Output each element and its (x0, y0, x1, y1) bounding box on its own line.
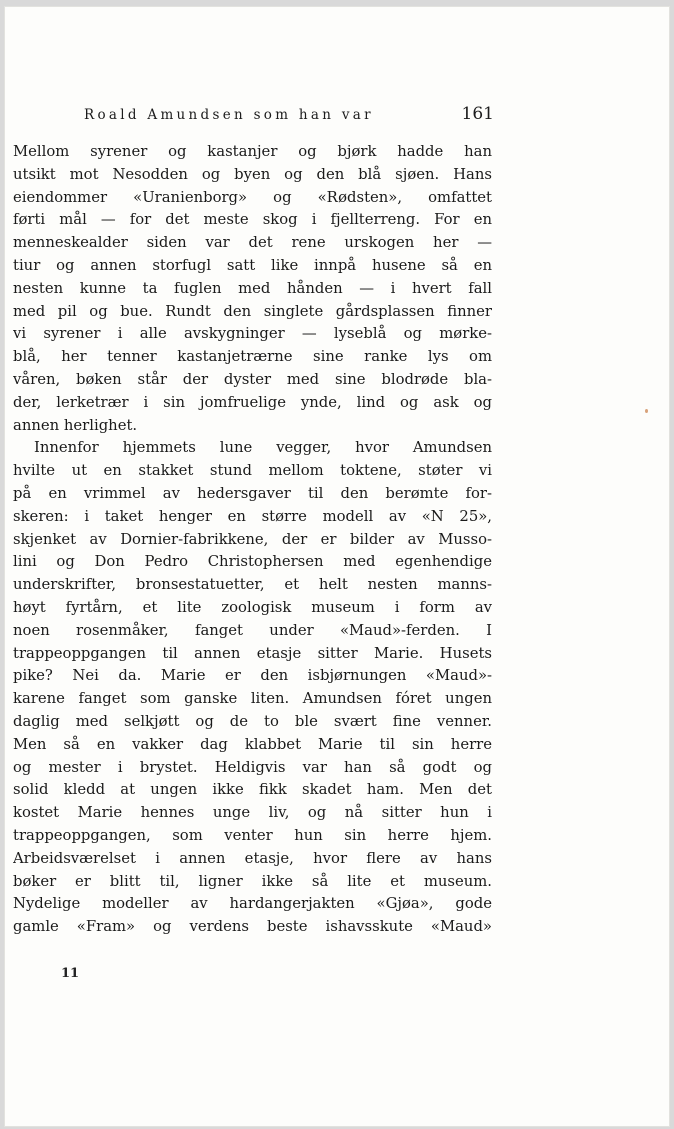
text-line: med pil og bue. Rundt den singlete gårdsplassen finner (13, 302, 492, 320)
signature-mark: 11 (61, 966, 80, 981)
paragraph (13, 141, 492, 437)
text-line: bøker er blitt til, ligner ikke så lite et museum. (13, 872, 492, 890)
text-line: tiur og annen storfugl satt like innpå husene så en (13, 256, 492, 274)
text-line: utsikt mot Nesodden og byen og den blå sjøen. Hans (13, 165, 492, 183)
text-line: eiendommer «Uranienborg» og «Rødsten», omfattet (13, 188, 492, 206)
text-line: vi syrener i alle avskygninger — lyseblå og mørke- (13, 325, 492, 343)
text-line: der, lerketrær i sin jomfruelige ynde, lind og ask og (13, 393, 492, 411)
text-line: hvilte ut en stakket stund mellom toktene, støter vi (13, 462, 492, 480)
text-line: nesten kunne ta fuglen med hånden — i hvert fall (13, 279, 492, 297)
text-line: karene fanget som ganske liten. Amundsen fóret ungen (13, 690, 492, 708)
text-line: Men så en vakker dag klabbet Marie til sin herre (13, 735, 492, 753)
paragraph (13, 437, 492, 939)
text-line: blå, her tenner kastanjetrærne sine ranke lys om (13, 348, 492, 366)
text-line: gamle «Fram» og verdens beste ishavsskute «Maud» (13, 918, 492, 936)
text-line: menneskealder siden var det rene urskogen her — (13, 234, 492, 252)
text-line: annen herlighet. (13, 416, 138, 434)
text-line: solid kledd at ungen ikke fikk skadet ham. Men det (13, 781, 492, 799)
paper-speck (645, 409, 648, 413)
body-text (13, 141, 492, 939)
text-line: høyt fyrtårn, et lite zoologisk museum i form av (13, 598, 492, 616)
text-line: kostet Marie hennes unge liv, og nå sitter hun i (13, 804, 492, 822)
page-header (84, 104, 494, 128)
text-line: trappeoppgangen til annen etasje sitter Marie. Husets (13, 644, 492, 662)
text-line: skjenket av Dornier-fabrikkene, der er bilder av Musso- (13, 530, 492, 548)
text-line: førti mål — for det meste skog i fjellterreng. For en (13, 211, 492, 229)
text-line: lini og Don Pedro Christophersen med egenhendige (13, 553, 492, 571)
text-line: på en vrimmel av hedersgaver til den berømte for- (13, 484, 492, 502)
text-line: skeren: i taket henger en større modell av «N 25», (13, 507, 492, 525)
text-line: trappeoppgangen, som venter hun sin herre hjem. (13, 826, 492, 844)
text-line: pike? Nei da. Marie er den isbjørnungen «Maud»- (13, 667, 492, 685)
text-line: og mester i brystet. Heldigvis var han så godt og (13, 758, 492, 776)
text-line: Innenfor hjemmets lune vegger, hvor Amundsen (34, 439, 492, 457)
text-line: Arbeidsværelset i annen etasje, hvor flere av hans (13, 849, 492, 867)
text-line: Mellom syrener og kastanjer og bjørk hadde han (13, 143, 492, 160)
text-line: daglig med selkjøtt og de to ble svært fine venner. (13, 712, 492, 730)
page-number: 161 (461, 104, 494, 124)
text-line: underskrifter, bronsestatuetter, et helt nesten manns- (13, 576, 492, 594)
text-line: våren, bøken står der dyster med sine blodrøde bla- (13, 370, 492, 388)
text-line: Nydelige modeller av hardangerjakten «Gjøa», gode (13, 895, 492, 913)
text-line: noen rosenmåker, fanget under «Maud»-ferden. I (13, 621, 492, 639)
running-title: Roald Amundsen som han var (84, 107, 374, 123)
